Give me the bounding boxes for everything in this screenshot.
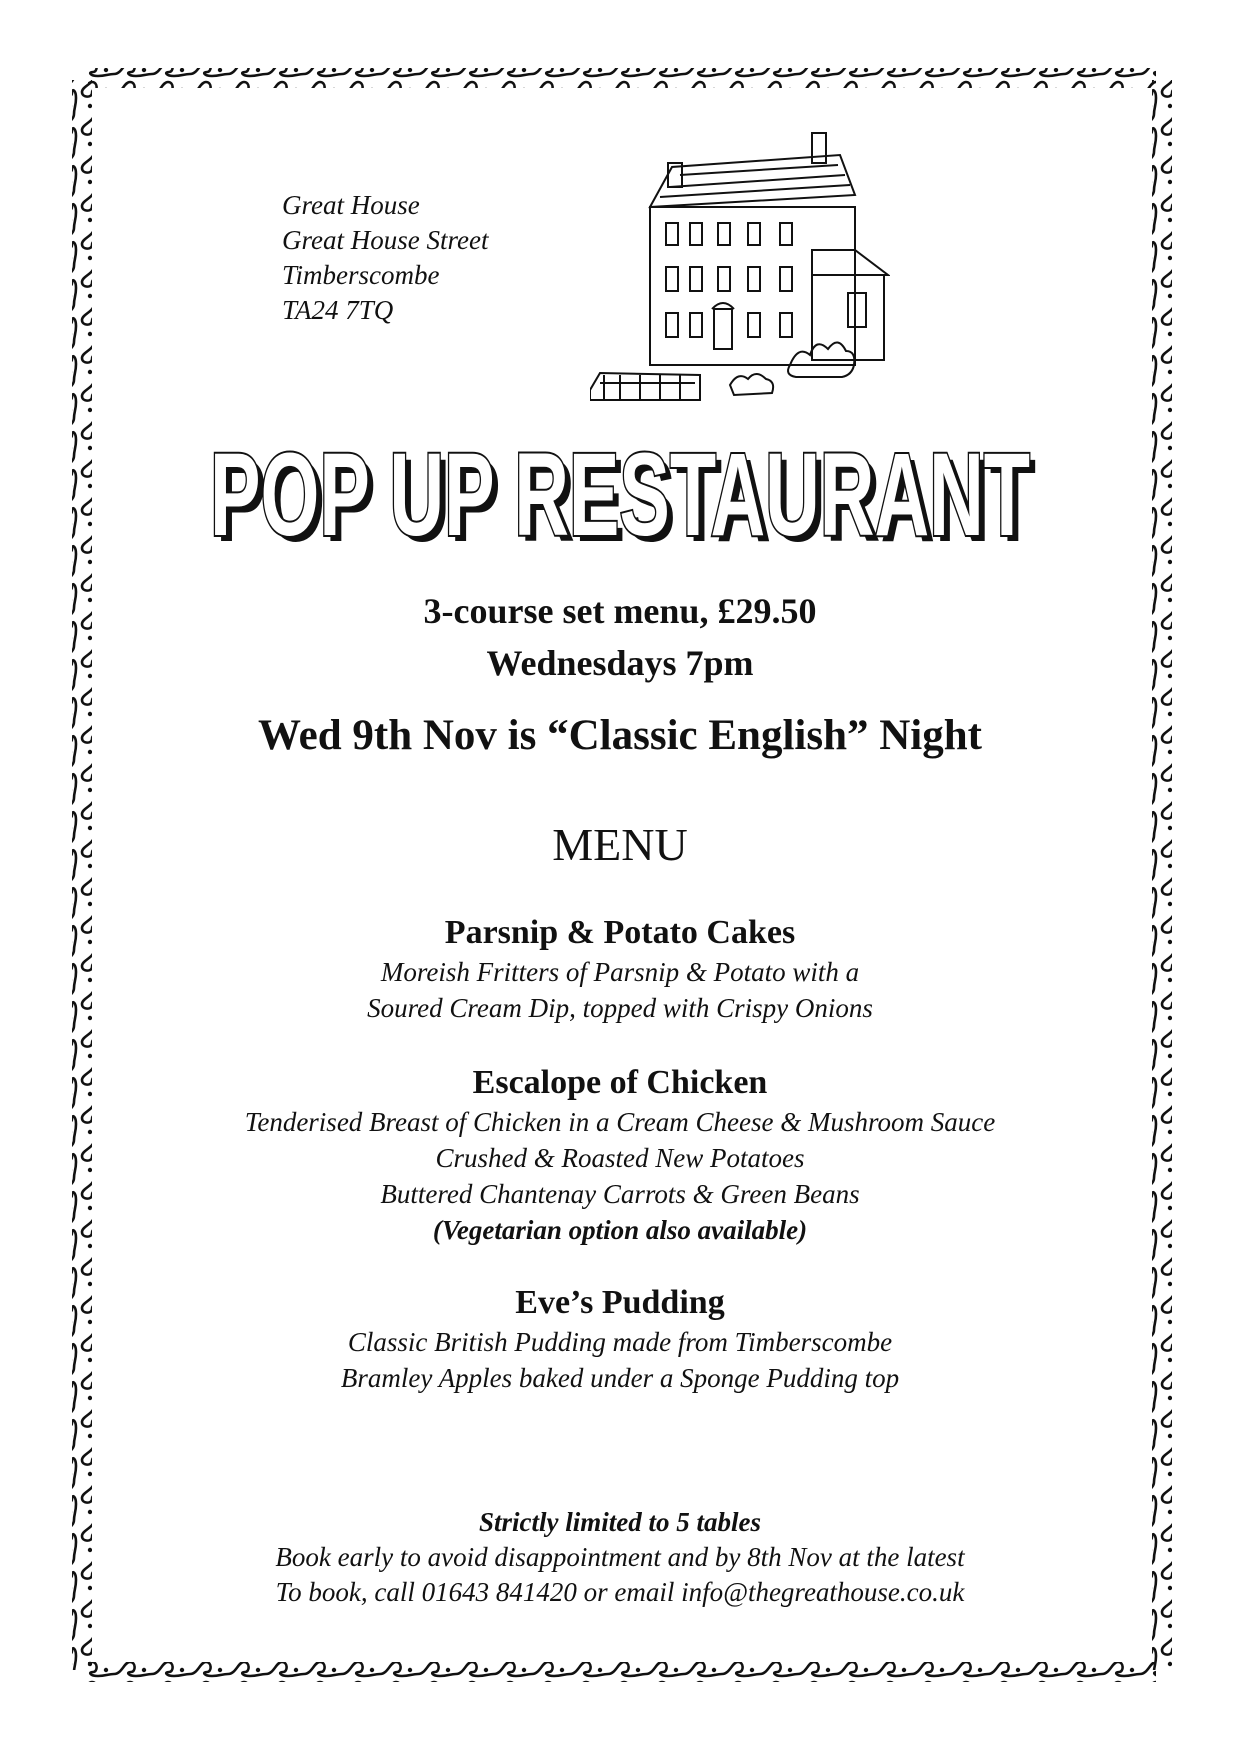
course-desc: Crushed & Roasted New Potatoes [435, 1143, 805, 1173]
course-desc: Tenderised Breast of Chicken in a Cream Cheese & Mushroom Sauce [244, 1107, 996, 1137]
address-line: Great House [282, 190, 420, 220]
theme-night: Wed 9th Nov is “Classic English” Night [258, 712, 982, 759]
vegetarian-note: (Vegetarian option also available) [432, 1215, 808, 1245]
course-title: Eve’s Pudding [515, 1284, 725, 1321]
course-title: Escalope of Chicken [472, 1064, 768, 1101]
course-main [100, 1062, 1140, 1248]
booking-info [100, 1505, 1140, 1610]
address-line: TA24 7TQ [282, 295, 394, 325]
address-block [282, 188, 488, 328]
booking-deadline: Book early to avoid disappointment and by 8th Nov at the latest [275, 1542, 965, 1572]
course-starter [100, 912, 1140, 1026]
great-house-illustration [590, 125, 890, 410]
course-desc: Soured Cream Dip, topped with Crispy Onions [367, 993, 873, 1023]
title-shadow: POP UP RESTAURANT [216, 435, 1036, 567]
course-title: Parsnip & Potato Cakes [444, 914, 796, 951]
schedule: Wednesdays 7pm [486, 643, 754, 683]
address-line: Timberscombe [282, 260, 440, 290]
title-text: POP UP RESTAURANT [210, 429, 1030, 561]
pop-up-restaurant-title [195, 405, 1045, 575]
course-desc: Classic British Pudding made from Timberscombe [347, 1327, 893, 1357]
course-dessert [100, 1282, 1140, 1396]
offer-block [100, 585, 1140, 689]
course-desc: Moreish Fritters of Parsnip & Potato with a [380, 957, 860, 987]
menu-heading: MENU [552, 819, 688, 870]
table-limit: Strictly limited to 5 tables [479, 1507, 761, 1537]
booking-contact: To book, call 01643 841420 or email info@thegreathouse.co.uk [275, 1577, 965, 1607]
course-desc: Bramley Apples baked under a Sponge Pudding top [340, 1363, 900, 1393]
address-line: Great House Street [282, 225, 489, 255]
set-menu-price: 3-course set menu, £29.50 [423, 591, 817, 631]
course-desc: Buttered Chantenay Carrots & Green Beans [380, 1179, 860, 1209]
